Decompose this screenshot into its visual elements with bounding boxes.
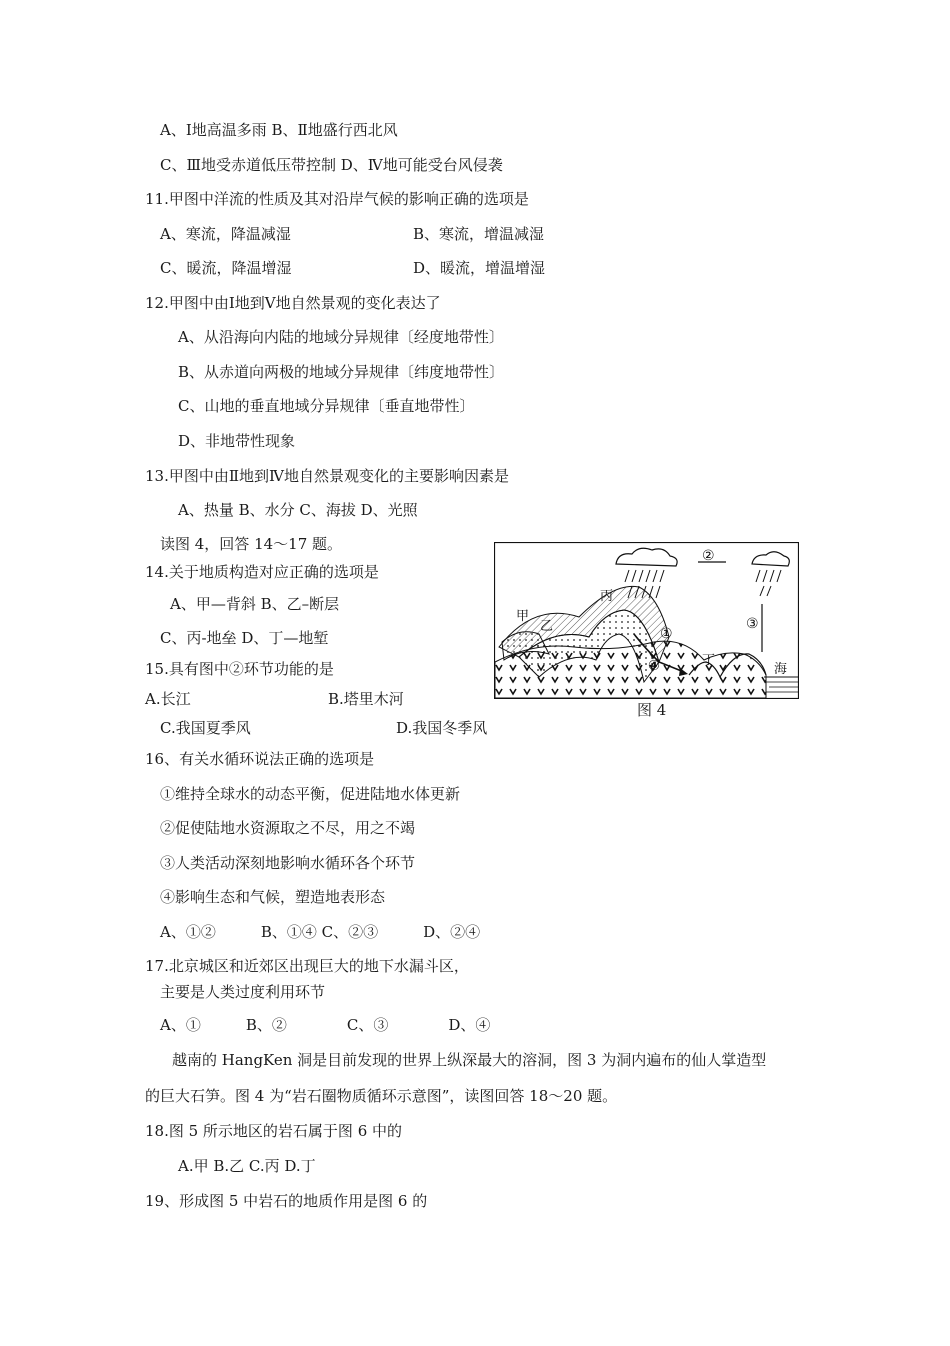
question-17: 17.北京城区和近郊区出现巨大的地下水漏斗区， [145,957,469,975]
statement: ④影响生态和气候，塑造地表形态 [160,888,386,906]
figure-caption: 图 4 [637,701,667,719]
option-a: A、从沿海向内陆的地域分异规律〔经度地带性〕 [178,328,504,346]
options: C、丙-地垒 D、丁—地堑 [160,629,329,647]
statement: ①维持全球水的动态平衡，促进陆地水体更新 [160,785,461,803]
option-a: A.长江 [145,690,191,708]
paragraph-line: 的巨大石笋。图 4 为“岩石圈物质循环示意图”，读图回答 18～20 题。 [145,1087,618,1105]
options: A、甲—背斜 B、乙–断层 [170,595,340,613]
option-c: C.我国夏季风 [160,719,251,737]
figure-4-diagram [494,542,799,699]
options: A、热量 B、水分 C、海拔 D、光照 [178,501,418,519]
instruction: 读图 4，回答 14～17 题。 [160,535,343,553]
label-jia: 甲 [516,608,530,623]
label-process-4: ④ [648,658,660,674]
label-sea: 海 [774,661,788,676]
text-line: C、Ⅲ地受赤道低压带控制 D、Ⅳ地可能受台风侵袭 [160,156,503,174]
option-c: C、暖流，降温增湿 [160,259,292,277]
text-line: A、Ⅰ地高温多雨 B、Ⅱ地盛行西北风 [160,121,398,139]
question-19: 19、形成图 5 中岩石的地质作用是图 6 的 [145,1192,428,1210]
options: A.甲 B.乙 C.丙 D.丁 [178,1157,316,1175]
option-c: C、山地的垂直地域分异规律〔垂直地带性〕 [178,397,475,415]
question-17-cont: 主要是人类过度利用环节 [160,983,326,1001]
label-bing: 丙 [600,588,614,603]
statement: ②促使陆地水资源取之不尽，用之不竭 [160,819,416,837]
option-d: D、非地带性现象 [178,432,296,450]
question-18: 18.图 5 所示地区的岩石属于图 6 中的 [145,1122,403,1140]
statement: ③人类活动深刻地影响水循环各个环节 [160,854,416,872]
question-13: 13.甲图中由Ⅱ地到Ⅳ地自然景观变化的主要影响因素是 [145,467,510,485]
option-b: B.塔里木河 [328,690,404,708]
option-b: B、寒流，增温减湿 [413,225,545,243]
label-process-1: ① [660,626,673,642]
option-a: A、寒流，降温减湿 [160,225,291,243]
label-process-3: ③ [746,616,759,632]
question-15: 15.具有图中②环节功能的是 [145,660,334,678]
options: A、① B、② C、③ D、④ [160,1016,491,1034]
question-12: 12.甲图中由Ⅰ地到Ⅴ地自然景观的变化表达了 [145,294,441,312]
option-b: B、从赤道向两极的地域分异规律〔纬度地带性〕 [178,363,505,381]
question-14: 14.关于地质构造对应正确的选项是 [145,563,379,581]
options: A、①② B、①④ C、②③ D、②④ [160,923,481,941]
label-ding: 丁 [702,652,716,667]
label-process-2: ② [702,548,715,564]
question-16: 16、有关水循环说法正确的选项是 [145,750,375,768]
option-d: D.我国冬季风 [396,719,488,737]
label-yi: 乙 [540,618,554,633]
question-11: 11.甲图中洋流的性质及其对沿岸气候的影响正确的选项是 [145,190,529,208]
paragraph-line: 越南的 HangKen 洞是目前发现的世界上纵深最大的溶洞，图 3 为洞内遍布的仙人掌造型 [172,1051,767,1069]
option-d: D、暖流，增温增湿 [413,259,546,277]
